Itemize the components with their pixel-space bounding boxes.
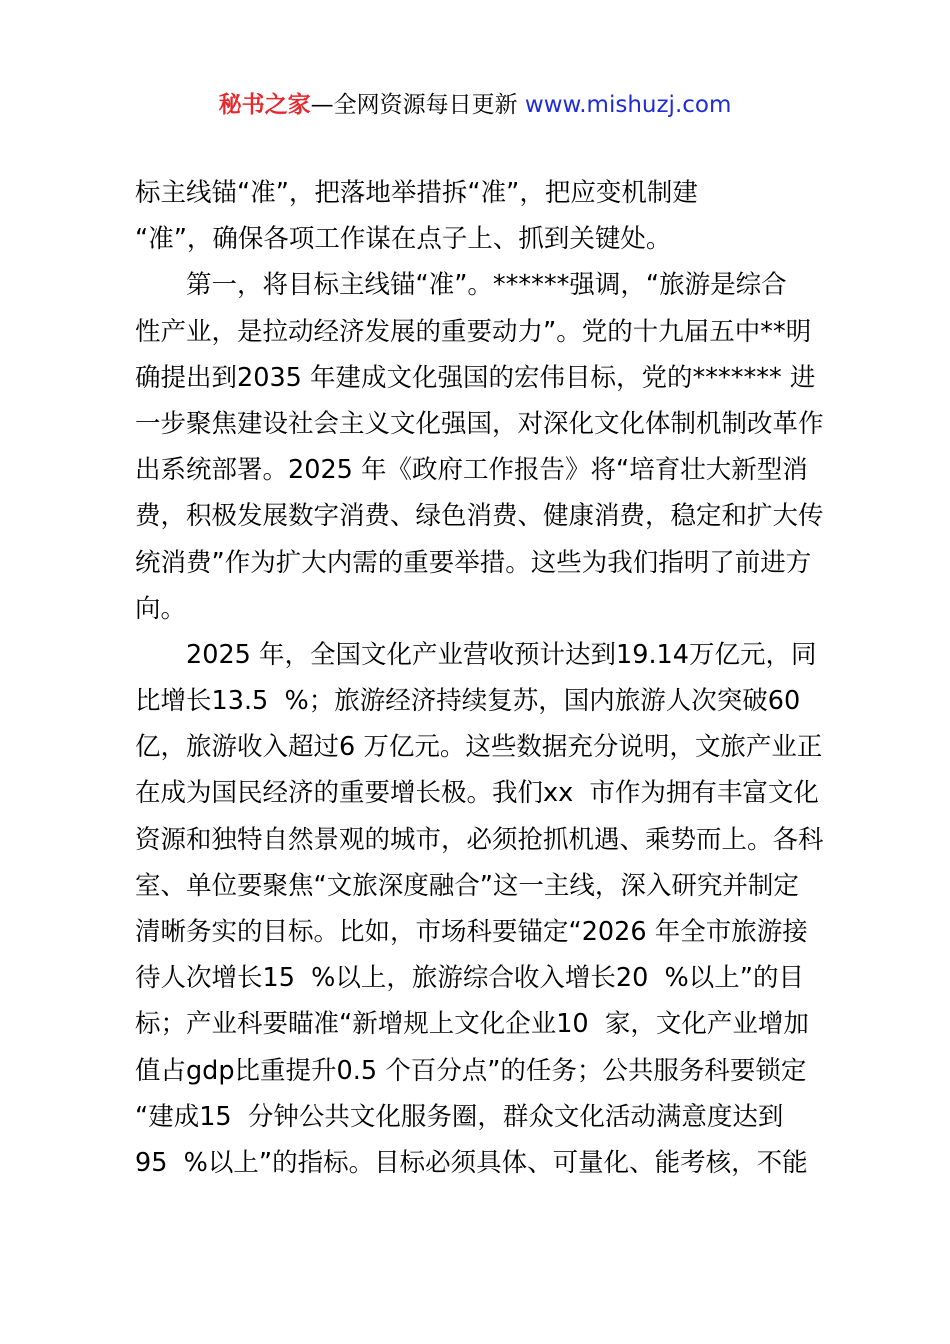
- text-line: 出系统部署。2025 年《政府工作报告》将“培育壮大新型消: [135, 455, 808, 486]
- text-line: 95 %以上”的指标。目标必须具体、可量化、能考核，不能: [135, 1147, 808, 1178]
- document-body: [135, 170, 835, 1186]
- text-line: 标；产业科要瞄准“新增规上文化企业10 家，文化产业增加: [135, 1009, 809, 1040]
- text-line: 统消费”作为扩大内需的重要举措。这些为我们指明了前进方: [135, 547, 812, 578]
- text-line: “准”，确保各项工作谋在点子上、抓到关键处。: [135, 224, 672, 255]
- text-line: 费，积极发展数字消费、绿色消费、健康消费，稳定和扩大传: [135, 501, 824, 532]
- site-header: [0, 88, 950, 122]
- text-line: 向。: [135, 593, 187, 624]
- text-line: 比增长13.5 %；旅游经济持续复苏，国内旅游人次突破60: [135, 686, 801, 717]
- text-line: 亿，旅游收入超过6 万亿元。这些数据充分说明，文旅产业正: [135, 732, 823, 763]
- text-line: 在成为国民经济的重要增长极。我们xx 市作为拥有丰富文化: [135, 778, 819, 809]
- text-line: 待人次增长15 %以上，旅游综合收入增长20 %以上”的目: [135, 963, 804, 994]
- text-line: 确提出到2035 年建成文化强国的宏伟目标，党的******* 进: [135, 362, 816, 393]
- site-brand: 秘书之家: [218, 92, 311, 118]
- site-url-link[interactable]: www.mishuzj.com: [524, 92, 732, 118]
- text-line: 一步聚焦建设社会主义文化强国，对深化文化体制机制改革作: [135, 408, 824, 439]
- paragraph-first-line: 2025 年，全国文化产业营收预计达到19.14万亿元，同: [186, 639, 817, 670]
- text-line: 室、单位要聚焦“文旅深度融合”这一主线，深入研究并制定: [135, 870, 799, 901]
- site-tagline: —全网资源每日更新: [310, 92, 525, 118]
- paragraph-first-line: 第一，将目标主线锚“准”。******强调，“旅游是综合: [186, 270, 787, 301]
- text-line: 资源和独特自然景观的城市，必须抢抓机遇、乘势而上。各科: [135, 824, 824, 855]
- text-line: 清晰务实的目标。比如，市场科要锚定“2026 年全市旅游接: [135, 917, 808, 947]
- text-line: 值占gdp比重提升0.5 个百分点”的任务；公共服务科要锁定: [135, 1055, 807, 1086]
- text-line: “建成15 分钟公共文化服务圈，群众文化活动满意度达到: [135, 1101, 784, 1132]
- text-line: 性产业，是拉动经济发展的重要动力”。党的十九届五中**明: [135, 316, 812, 347]
- text-line: 标主线锚“准”，把落地举措拆“准”，把应变机制建: [135, 178, 698, 208]
